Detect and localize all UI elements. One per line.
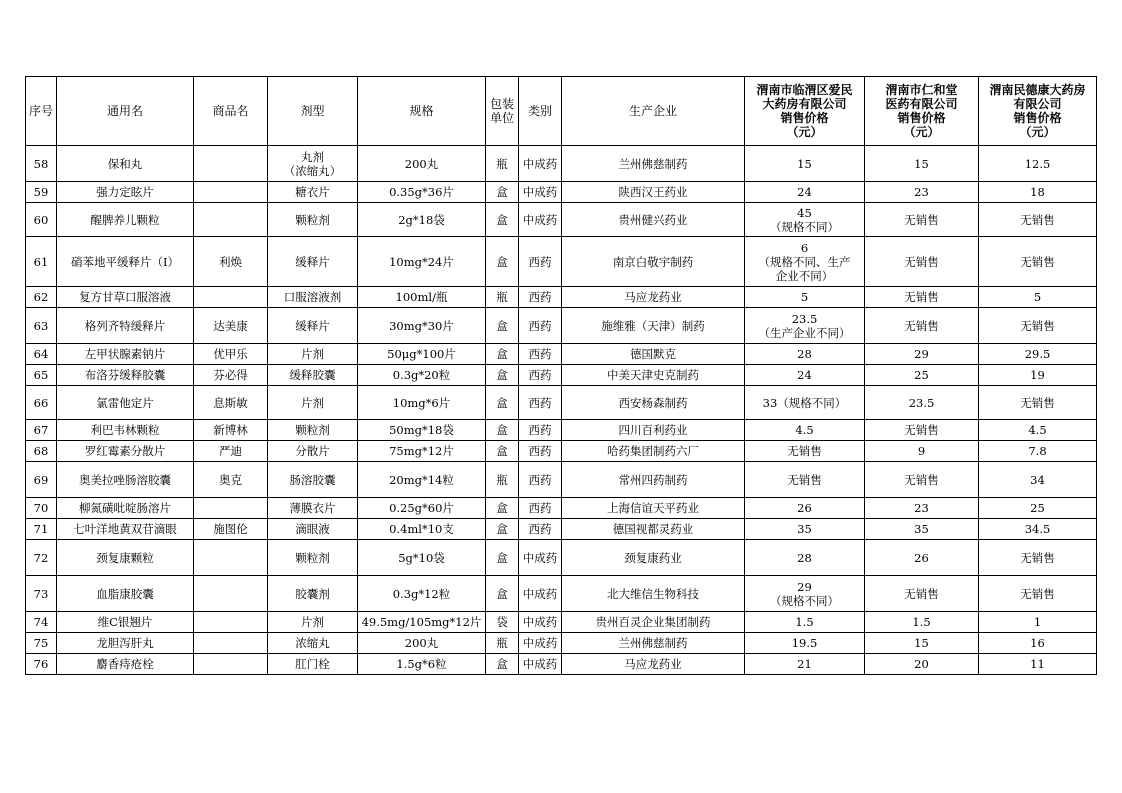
table-row	[26, 182, 1097, 203]
cell-package-unit: 瓶	[486, 462, 519, 498]
cell-category: 中成药	[519, 146, 562, 182]
cell-spec: 10mg*24片	[358, 237, 486, 287]
cell-price-mindekang: 18	[979, 182, 1097, 203]
cell-price-mindekang: 29.5	[979, 344, 1097, 365]
cell-price-renhetang: 9	[865, 441, 979, 462]
cell-dosage-form: 片剂	[268, 386, 358, 420]
cell-price-renhetang: 无销售	[865, 203, 979, 237]
cell-price-mindekang: 4.5	[979, 420, 1097, 441]
cell-price-aimin: 19.5	[745, 633, 865, 654]
cell-price-mindekang: 34	[979, 462, 1097, 498]
cell-price-aimin: 15	[745, 146, 865, 182]
cell-index: 67	[26, 420, 57, 441]
cell-trade-name: 奥克	[194, 462, 268, 498]
table-row	[26, 519, 1097, 540]
cell-package-unit: 盒	[486, 540, 519, 576]
cell-price-mindekang: 无销售	[979, 237, 1097, 287]
cell-category: 西药	[519, 237, 562, 287]
cell-manufacturer: 施维雅（天津）制药	[562, 308, 745, 344]
cell-category: 中成药	[519, 612, 562, 633]
col-header-category: 类别	[519, 77, 562, 146]
cell-dosage-form: 胶囊剂	[268, 576, 358, 612]
cell-package-unit: 盒	[486, 237, 519, 287]
cell-manufacturer: 马应龙药业	[562, 654, 745, 675]
col-header-index: 序号	[26, 77, 57, 146]
table-row	[26, 365, 1097, 386]
cell-package-unit: 盒	[486, 344, 519, 365]
cell-package-unit: 盒	[486, 498, 519, 519]
cell-spec: 10mg*6片	[358, 386, 486, 420]
cell-manufacturer: 北大维信生物科技	[562, 576, 745, 612]
table-body	[26, 146, 1097, 675]
cell-trade-name	[194, 612, 268, 633]
cell-price-renhetang: 无销售	[865, 420, 979, 441]
cell-spec: 20mg*14粒	[358, 462, 486, 498]
cell-dosage-form: 肠溶胶囊	[268, 462, 358, 498]
cell-index: 73	[26, 576, 57, 612]
cell-category: 中成药	[519, 576, 562, 612]
table-row	[26, 612, 1097, 633]
cell-price-aimin: 26	[745, 498, 865, 519]
cell-spec: 30mg*30片	[358, 308, 486, 344]
col-header-spec: 规格	[358, 77, 486, 146]
cell-generic-name: 硝苯地平缓释片（Ⅰ）	[57, 237, 194, 287]
table-row	[26, 308, 1097, 344]
cell-dosage-form: 滴眼液	[268, 519, 358, 540]
cell-trade-name	[194, 287, 268, 308]
cell-manufacturer: 南京白敬宇制药	[562, 237, 745, 287]
cell-price-mindekang: 19	[979, 365, 1097, 386]
cell-generic-name: 麝香痔疮栓	[57, 654, 194, 675]
cell-index: 74	[26, 612, 57, 633]
cell-price-renhetang: 无销售	[865, 576, 979, 612]
cell-manufacturer: 马应龙药业	[562, 287, 745, 308]
cell-spec: 2g*18袋	[358, 203, 486, 237]
cell-index: 75	[26, 633, 57, 654]
cell-price-mindekang: 7.8	[979, 441, 1097, 462]
cell-manufacturer: 西安杨森制药	[562, 386, 745, 420]
cell-trade-name	[194, 633, 268, 654]
cell-package-unit: 盒	[486, 576, 519, 612]
cell-index: 71	[26, 519, 57, 540]
table-row	[26, 287, 1097, 308]
cell-manufacturer: 德国默克	[562, 344, 745, 365]
cell-index: 61	[26, 237, 57, 287]
cell-spec: 1.5g*6粒	[358, 654, 486, 675]
cell-generic-name: 氯雷他定片	[57, 386, 194, 420]
cell-price-renhetang: 29	[865, 344, 979, 365]
cell-price-aimin: 23.5 （生产企业不同）	[745, 308, 865, 344]
cell-price-mindekang: 无销售	[979, 308, 1097, 344]
cell-dosage-form: 颗粒剂	[268, 420, 358, 441]
cell-spec: 0.3g*12粒	[358, 576, 486, 612]
cell-category: 中成药	[519, 540, 562, 576]
cell-index: 70	[26, 498, 57, 519]
cell-price-aimin: 无销售	[745, 462, 865, 498]
cell-price-renhetang: 26	[865, 540, 979, 576]
cell-spec: 0.3g*20粒	[358, 365, 486, 386]
cell-index: 66	[26, 386, 57, 420]
cell-price-aimin: 1.5	[745, 612, 865, 633]
cell-trade-name	[194, 540, 268, 576]
cell-category: 西药	[519, 462, 562, 498]
cell-price-renhetang: 15	[865, 146, 979, 182]
cell-spec: 50mg*18袋	[358, 420, 486, 441]
cell-manufacturer: 中美天津史克制药	[562, 365, 745, 386]
cell-generic-name: 保和丸	[57, 146, 194, 182]
table-row	[26, 237, 1097, 287]
cell-index: 58	[26, 146, 57, 182]
cell-trade-name: 新博林	[194, 420, 268, 441]
cell-dosage-form: 颗粒剂	[268, 540, 358, 576]
cell-generic-name: 罗红霉素分散片	[57, 441, 194, 462]
cell-spec: 0.35g*36片	[358, 182, 486, 203]
cell-price-aimin: 28	[745, 344, 865, 365]
col-header-price-renhetang: 渭南市仁和堂 医药有限公司 销售价格 （元）	[865, 77, 979, 146]
cell-trade-name: 息斯敏	[194, 386, 268, 420]
cell-trade-name	[194, 498, 268, 519]
col-header-price-aimin: 渭南市临渭区爱民 大药房有限公司 销售价格 （元）	[745, 77, 865, 146]
cell-index: 69	[26, 462, 57, 498]
cell-package-unit: 瓶	[486, 287, 519, 308]
cell-trade-name: 优甲乐	[194, 344, 268, 365]
cell-price-mindekang: 5	[979, 287, 1097, 308]
cell-manufacturer: 哈药集团制药六厂	[562, 441, 745, 462]
cell-trade-name	[194, 182, 268, 203]
cell-category: 西药	[519, 441, 562, 462]
cell-trade-name: 利焕	[194, 237, 268, 287]
cell-price-renhetang: 23.5	[865, 386, 979, 420]
cell-package-unit: 盒	[486, 441, 519, 462]
cell-index: 68	[26, 441, 57, 462]
col-header-trade-name: 商品名	[194, 77, 268, 146]
cell-price-renhetang: 23	[865, 498, 979, 519]
cell-category: 西药	[519, 386, 562, 420]
cell-dosage-form: 肛门栓	[268, 654, 358, 675]
cell-spec: 50μg*100片	[358, 344, 486, 365]
cell-price-mindekang: 12.5	[979, 146, 1097, 182]
table-row	[26, 344, 1097, 365]
cell-price-renhetang: 无销售	[865, 287, 979, 308]
cell-price-mindekang: 1	[979, 612, 1097, 633]
cell-dosage-form: 片剂	[268, 344, 358, 365]
cell-manufacturer: 兰州佛慈制药	[562, 146, 745, 182]
cell-price-mindekang: 34.5	[979, 519, 1097, 540]
cell-price-aimin: 无销售	[745, 441, 865, 462]
cell-manufacturer: 兰州佛慈制药	[562, 633, 745, 654]
cell-category: 中成药	[519, 633, 562, 654]
cell-price-aimin: 24	[745, 182, 865, 203]
table-row	[26, 540, 1097, 576]
col-header-dosage-form: 剂型	[268, 77, 358, 146]
table-row	[26, 462, 1097, 498]
cell-category: 西药	[519, 420, 562, 441]
cell-index: 62	[26, 287, 57, 308]
cell-dosage-form: 缓释胶囊	[268, 365, 358, 386]
cell-dosage-form: 片剂	[268, 612, 358, 633]
cell-package-unit: 盒	[486, 386, 519, 420]
cell-package-unit: 盒	[486, 182, 519, 203]
cell-spec: 49.5mg/105mg*12片	[358, 612, 486, 633]
cell-trade-name: 施图伦	[194, 519, 268, 540]
cell-category: 西药	[519, 308, 562, 344]
cell-index: 59	[26, 182, 57, 203]
cell-spec: 5g*10袋	[358, 540, 486, 576]
cell-package-unit: 盒	[486, 420, 519, 441]
cell-category: 西药	[519, 365, 562, 386]
cell-price-aimin: 45 （规格不同）	[745, 203, 865, 237]
cell-spec: 75mg*12片	[358, 441, 486, 462]
cell-generic-name: 奥美拉唑肠溶胶囊	[57, 462, 194, 498]
cell-index: 63	[26, 308, 57, 344]
cell-price-renhetang: 无销售	[865, 308, 979, 344]
cell-manufacturer: 四川百利药业	[562, 420, 745, 441]
cell-category: 西药	[519, 344, 562, 365]
cell-index: 64	[26, 344, 57, 365]
cell-manufacturer: 常州四药制药	[562, 462, 745, 498]
table-row	[26, 146, 1097, 182]
cell-spec: 200丸	[358, 146, 486, 182]
cell-price-aimin: 21	[745, 654, 865, 675]
cell-dosage-form: 糖衣片	[268, 182, 358, 203]
cell-generic-name: 格列齐特缓释片	[57, 308, 194, 344]
cell-price-aimin: 24	[745, 365, 865, 386]
cell-dosage-form: 分散片	[268, 441, 358, 462]
table-row	[26, 498, 1097, 519]
cell-generic-name: 左甲状腺素钠片	[57, 344, 194, 365]
cell-package-unit: 盒	[486, 365, 519, 386]
cell-category: 西药	[519, 519, 562, 540]
cell-generic-name: 七叶洋地黄双苷滴眼	[57, 519, 194, 540]
cell-price-mindekang: 无销售	[979, 540, 1097, 576]
cell-spec: 200丸	[358, 633, 486, 654]
cell-price-mindekang: 无销售	[979, 203, 1097, 237]
cell-manufacturer: 贵州健兴药业	[562, 203, 745, 237]
cell-index: 76	[26, 654, 57, 675]
cell-manufacturer: 颈复康药业	[562, 540, 745, 576]
cell-dosage-form: 薄膜衣片	[268, 498, 358, 519]
cell-spec: 0.4ml*10支	[358, 519, 486, 540]
cell-price-mindekang: 11	[979, 654, 1097, 675]
cell-price-aimin: 4.5	[745, 420, 865, 441]
cell-generic-name: 血脂康胶囊	[57, 576, 194, 612]
cell-package-unit: 袋	[486, 612, 519, 633]
cell-price-mindekang: 16	[979, 633, 1097, 654]
col-header-package-unit: 包装 单位	[486, 77, 519, 146]
cell-price-mindekang: 无销售	[979, 576, 1097, 612]
cell-price-mindekang: 无销售	[979, 386, 1097, 420]
cell-trade-name	[194, 576, 268, 612]
col-header-generic-name: 通用名	[57, 77, 194, 146]
cell-spec: 0.25g*60片	[358, 498, 486, 519]
cell-category: 中成药	[519, 182, 562, 203]
cell-generic-name: 醒脾养儿颗粒	[57, 203, 194, 237]
cell-price-renhetang: 1.5	[865, 612, 979, 633]
cell-generic-name: 维C银翘片	[57, 612, 194, 633]
cell-generic-name: 复方甘草口服溶液	[57, 287, 194, 308]
cell-spec: 100ml/瓶	[358, 287, 486, 308]
cell-generic-name: 柳氮磺吡啶肠溶片	[57, 498, 194, 519]
cell-trade-name: 严迪	[194, 441, 268, 462]
cell-package-unit: 瓶	[486, 633, 519, 654]
cell-manufacturer: 陕西汉王药业	[562, 182, 745, 203]
price-table	[25, 76, 1097, 675]
cell-generic-name: 龙胆泻肝丸	[57, 633, 194, 654]
header-row	[26, 77, 1097, 146]
cell-trade-name: 芬必得	[194, 365, 268, 386]
table-row	[26, 203, 1097, 237]
cell-price-aimin: 33（规格不同）	[745, 386, 865, 420]
cell-price-renhetang: 15	[865, 633, 979, 654]
cell-manufacturer: 德国视都灵药业	[562, 519, 745, 540]
cell-package-unit: 盒	[486, 203, 519, 237]
cell-index: 60	[26, 203, 57, 237]
table-row	[26, 386, 1097, 420]
cell-price-aimin: 5	[745, 287, 865, 308]
cell-dosage-form: 颗粒剂	[268, 203, 358, 237]
cell-package-unit: 瓶	[486, 146, 519, 182]
cell-manufacturer: 上海信谊天平药业	[562, 498, 745, 519]
col-header-price-mindekang: 渭南民德康大药房 有限公司 销售价格 （元）	[979, 77, 1097, 146]
cell-price-renhetang: 无销售	[865, 237, 979, 287]
cell-dosage-form: 口服溶液剂	[268, 287, 358, 308]
table-header	[26, 77, 1097, 146]
cell-trade-name	[194, 146, 268, 182]
table-row	[26, 654, 1097, 675]
cell-package-unit: 盒	[486, 519, 519, 540]
table-row	[26, 576, 1097, 612]
cell-price-aimin: 29 （规格不同）	[745, 576, 865, 612]
cell-category: 西药	[519, 287, 562, 308]
cell-dosage-form: 缓释片	[268, 308, 358, 344]
cell-price-aimin: 6 （规格不同、生产 企业不同）	[745, 237, 865, 287]
cell-trade-name	[194, 654, 268, 675]
cell-dosage-form: 缓释片	[268, 237, 358, 287]
cell-index: 72	[26, 540, 57, 576]
cell-price-aimin: 35	[745, 519, 865, 540]
cell-package-unit: 盒	[486, 654, 519, 675]
cell-price-renhetang: 无销售	[865, 462, 979, 498]
cell-category: 中成药	[519, 203, 562, 237]
cell-package-unit: 盒	[486, 308, 519, 344]
table-row	[26, 441, 1097, 462]
cell-index: 65	[26, 365, 57, 386]
cell-generic-name: 布洛芬缓释胶囊	[57, 365, 194, 386]
cell-dosage-form: 丸剂 （浓缩丸）	[268, 146, 358, 182]
cell-price-renhetang: 20	[865, 654, 979, 675]
cell-generic-name: 颈复康颗粒	[57, 540, 194, 576]
cell-manufacturer: 贵州百灵企业集团制药	[562, 612, 745, 633]
cell-category: 西药	[519, 498, 562, 519]
cell-trade-name: 达美康	[194, 308, 268, 344]
cell-price-renhetang: 35	[865, 519, 979, 540]
col-header-manufacturer: 生产企业	[562, 77, 745, 146]
cell-price-renhetang: 23	[865, 182, 979, 203]
cell-category: 中成药	[519, 654, 562, 675]
table-row	[26, 420, 1097, 441]
cell-generic-name: 强力定眩片	[57, 182, 194, 203]
table-row	[26, 633, 1097, 654]
cell-dosage-form: 浓缩丸	[268, 633, 358, 654]
cell-price-renhetang: 25	[865, 365, 979, 386]
cell-price-mindekang: 25	[979, 498, 1097, 519]
cell-price-aimin: 28	[745, 540, 865, 576]
cell-trade-name	[194, 203, 268, 237]
cell-generic-name: 利巴韦林颗粒	[57, 420, 194, 441]
